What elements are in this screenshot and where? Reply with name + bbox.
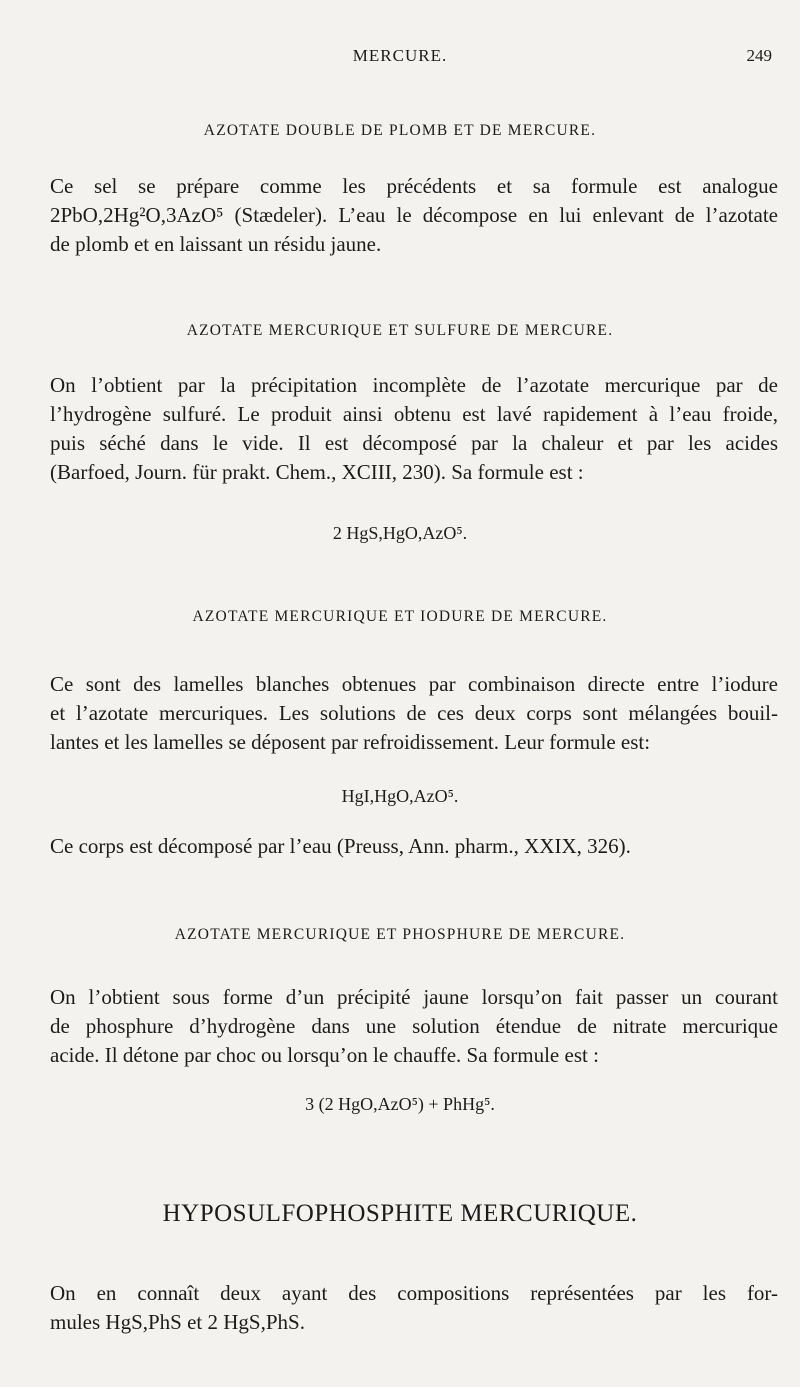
running-title: MERCURE. [352, 46, 448, 65]
text-line: acide. Il détone par choc ou lorsqu’on le chauffe. Sa formule est : [50, 1043, 599, 1067]
text-line: 2PbO,2Hg²O,3AzO⁵ (Stædeler). L’eau le décompose en lui enlevant de l’azotate [50, 203, 778, 227]
text-line: (Barfoed, Journ. für prakt. Chem., XCIII, 230). Sa formule est : [50, 460, 584, 484]
formula: HgI,HgO,AzO⁵. [341, 786, 459, 806]
text-line: et l’azotate mercuriques. Les solutions de ces deux corps sont mélangées bouil- [50, 701, 778, 725]
text-line: Ce sont des lamelles blanches obtenues par combinaison directe entre l’iodure [50, 672, 778, 696]
page-number: 249 [746, 46, 772, 65]
text-line: Ce sel se prépare comme les précédents et sa formule est analogue [50, 174, 778, 198]
paragraph [50, 983, 778, 1070]
section-heading: AZOTATE DOUBLE DE PLOMB ET DE MERCURE. [203, 122, 597, 139]
section-heading-large: HYPOSULFOPHOSPHITE MERCURIQUE. [162, 1200, 638, 1227]
text-line: On l’obtient sous forme d’un précipité jaune lorsqu’on fait passer un courant [50, 985, 778, 1009]
text-line: l’hydrogène sulfuré. Le produit ainsi obtenu est lavé rapidement à l’eau froide, [50, 402, 778, 426]
text-line: Ce corps est décomposé par l’eau (Preuss, Ann. pharm., XXIX, 326). [50, 834, 631, 858]
section-heading: AZOTATE MERCURIQUE ET IODURE DE MERCURE. [192, 608, 608, 625]
paragraph [50, 670, 778, 757]
paragraph [50, 371, 778, 487]
formula: 3 (2 HgO,AzO⁵) + PhHg⁵. [305, 1094, 495, 1114]
paragraph [50, 172, 778, 259]
text-line: de phosphure d’hydrogène dans une solution étendue de nitrate mercurique [50, 1014, 778, 1038]
paragraph [50, 832, 778, 861]
paragraph [50, 1279, 778, 1337]
text-line: On l’obtient par la précipitation incomplète de l’azotate mercurique par de [50, 373, 778, 397]
running-head [0, 44, 800, 74]
text-line: de plomb et en laissant un résidu jaune. [50, 232, 382, 256]
text-line: mules HgS,PhS et 2 HgS,PhS. [50, 1310, 305, 1334]
formula: 2 HgS,HgO,AzO⁵. [332, 523, 468, 543]
text-line: On en connaît deux ayant des compositions représentées par les for- [50, 1281, 778, 1305]
text-line: puis séché dans le vide. Il est décomposé par la chaleur et par les acides [50, 431, 778, 455]
section-heading: AZOTATE MERCURIQUE ET PHOSPHURE DE MERCURE. [174, 926, 626, 943]
text-line: lantes et les lamelles se déposent par refroidissement. Leur formule est: [50, 730, 651, 754]
section-heading: AZOTATE MERCURIQUE ET SULFURE DE MERCURE. [186, 322, 614, 339]
